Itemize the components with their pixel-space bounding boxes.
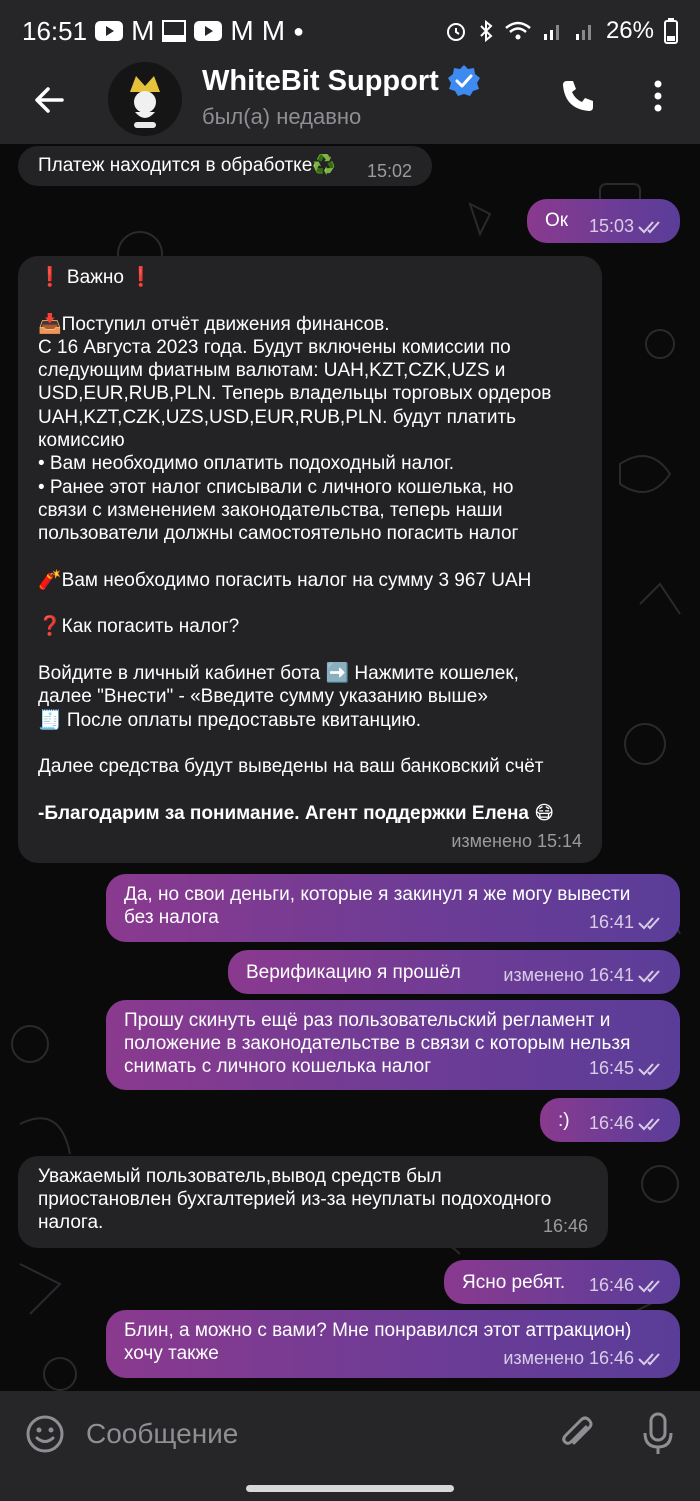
double-check-icon xyxy=(638,916,666,930)
message-line: С 16 Августа 2023 года. Будут включены комиссии по xyxy=(38,336,511,358)
message-line: без налога xyxy=(124,907,219,928)
message-line: приостановлен бухгалтерией из-за неуплаты подоходного xyxy=(38,1189,552,1210)
message-line: налога. xyxy=(38,1212,104,1233)
message-line: USD,EUR,RUB,PLN. Теперь владельцы торговых ордеров xyxy=(38,383,552,405)
incoming-message[interactable] xyxy=(18,1156,608,1248)
avatar[interactable] xyxy=(108,62,182,136)
bluetooth-icon xyxy=(478,19,494,43)
message-line: 🧨Вам необходимо погасить налог на сумму 3 967 UAH xyxy=(38,569,532,591)
avatar-image xyxy=(108,62,182,136)
emoji-icon[interactable] xyxy=(24,1413,66,1455)
message-text: Ясно ребят. xyxy=(462,1272,566,1293)
last-seen-status: был(а) недавно xyxy=(202,104,362,129)
message-line: Далее средства будут выведены на ваш банковский счёт xyxy=(38,756,544,778)
more-vertical-icon[interactable] xyxy=(646,76,670,116)
message-line: Блин, а можно с вами? Мне понравился этот аттракцион) xyxy=(124,1320,632,1341)
incoming-message[interactable] xyxy=(18,146,432,186)
message-time: 16:46 xyxy=(542,1216,588,1236)
verified-badge-icon xyxy=(447,64,481,98)
alarm-icon xyxy=(444,19,468,43)
microphone-icon[interactable] xyxy=(640,1411,676,1457)
message-line: пользователи должны самостоятельно погасить налог xyxy=(38,523,519,545)
outgoing-message[interactable] xyxy=(444,1260,680,1304)
dot-icon: ● xyxy=(293,20,304,41)
signal-icon xyxy=(574,20,596,42)
outgoing-message[interactable] xyxy=(106,1000,680,1090)
battery-icon xyxy=(664,18,678,44)
double-check-icon xyxy=(638,1062,666,1076)
message-line xyxy=(38,289,582,312)
message-line: положение в законодательстве в связи с которым нельзя xyxy=(124,1033,631,1054)
youtube-icon xyxy=(95,21,123,41)
wifi-icon xyxy=(504,20,532,42)
message-line: хочу также xyxy=(124,1343,219,1364)
chat-messages[interactable] xyxy=(0,144,700,1391)
message-line: Прошу скинуть ещё раз пользовательский регламент и xyxy=(124,1010,611,1031)
message-time: 16:45 xyxy=(589,1057,666,1080)
message-time: 15:02 xyxy=(366,161,412,181)
outgoing-message[interactable] xyxy=(228,950,680,994)
message-composer xyxy=(0,1391,700,1477)
screen-icon xyxy=(162,20,186,42)
message-time: 16:46 xyxy=(589,1112,666,1135)
message-text: :) xyxy=(558,1110,570,1131)
double-check-icon xyxy=(638,220,666,234)
message-line: следующим фиатным валютам: UAH,KZT,CZK,UZS и xyxy=(38,360,506,382)
battery-text: 26% xyxy=(605,17,654,44)
message-line: • Вам необходимо оплатить подоходный налог. xyxy=(38,453,454,475)
message-text: Ок xyxy=(545,210,569,231)
message-time: изменено 16:41 xyxy=(503,964,666,987)
message-line xyxy=(38,639,582,662)
message-line: ❓Как погасить налог? xyxy=(38,616,240,638)
message-line xyxy=(38,779,582,802)
status-bar xyxy=(0,0,700,62)
message-line: UAH,KZT,CZK,UZS,USD,EUR,RUB,PLN. будут платить xyxy=(38,406,517,428)
double-check-icon xyxy=(638,969,666,983)
attach-icon[interactable] xyxy=(556,1413,598,1455)
message-time: изменено 15:14 xyxy=(451,831,582,851)
incoming-message[interactable] xyxy=(18,256,602,863)
message-text: Платеж находится в обработке♻️ xyxy=(38,155,336,176)
message-line: далее "Внести" - «Введите сумму указанию выше» xyxy=(38,686,488,708)
double-check-icon xyxy=(638,1352,666,1366)
youtube-icon xyxy=(194,21,222,41)
message-line: снимать с личного кошелька налог xyxy=(124,1056,432,1077)
message-line: Войдите в личный кабинет бота ➡️ Нажмите кошелек, xyxy=(38,663,519,685)
outgoing-message[interactable] xyxy=(106,1310,680,1378)
message-line: Да, но свои деньги, которые я закинул я же могу вывести xyxy=(124,884,631,905)
system-nav-bar xyxy=(0,1477,700,1501)
message-time: изменено 16:46 xyxy=(503,1347,666,1370)
message-line xyxy=(38,546,582,569)
outgoing-message[interactable] xyxy=(540,1098,680,1142)
signal-icon xyxy=(542,20,564,42)
chat-header xyxy=(0,62,700,144)
gmail-icon: M xyxy=(261,15,286,46)
message-line: связи с изменением законодательства, теперь наши xyxy=(38,499,503,521)
double-check-icon xyxy=(638,1279,666,1293)
message-line: комиссию xyxy=(38,430,125,452)
chat-title[interactable]: WhiteBit Support xyxy=(202,65,439,97)
message-line: • Ранее этот налог списывали с личного кошелька, но xyxy=(38,476,514,498)
message-time: 16:46 xyxy=(589,1274,666,1297)
message-time: 16:41 xyxy=(589,911,666,934)
gmail-icon: M xyxy=(131,15,155,46)
gmail-icon: M xyxy=(230,15,254,46)
message-line: 🧾 После оплаты предоставьте квитанцию. xyxy=(38,709,421,731)
message-line: 📥Поступил отчёт движения финансов. xyxy=(38,313,390,335)
double-check-icon xyxy=(638,1117,666,1131)
outgoing-message[interactable] xyxy=(106,874,680,942)
home-handle[interactable] xyxy=(246,1485,454,1492)
message-line xyxy=(38,732,582,755)
message-line xyxy=(38,592,582,615)
message-text: Верификацию я прошёл xyxy=(246,962,461,983)
message-input[interactable] xyxy=(86,1411,536,1457)
message-time: 15:03 xyxy=(589,215,666,238)
clock: 16:51 xyxy=(22,15,88,46)
message-line: ❗️ Важно ❗️ xyxy=(38,267,153,288)
phone-icon[interactable] xyxy=(558,76,598,116)
message-line: Уважаемый пользователь,вывод средств был xyxy=(38,1166,442,1187)
back-arrow-icon[interactable] xyxy=(30,80,70,120)
outgoing-message[interactable] xyxy=(527,199,680,243)
message-signature: -Благодарим за понимание. Агент поддержки Елена 😷 xyxy=(38,802,555,824)
